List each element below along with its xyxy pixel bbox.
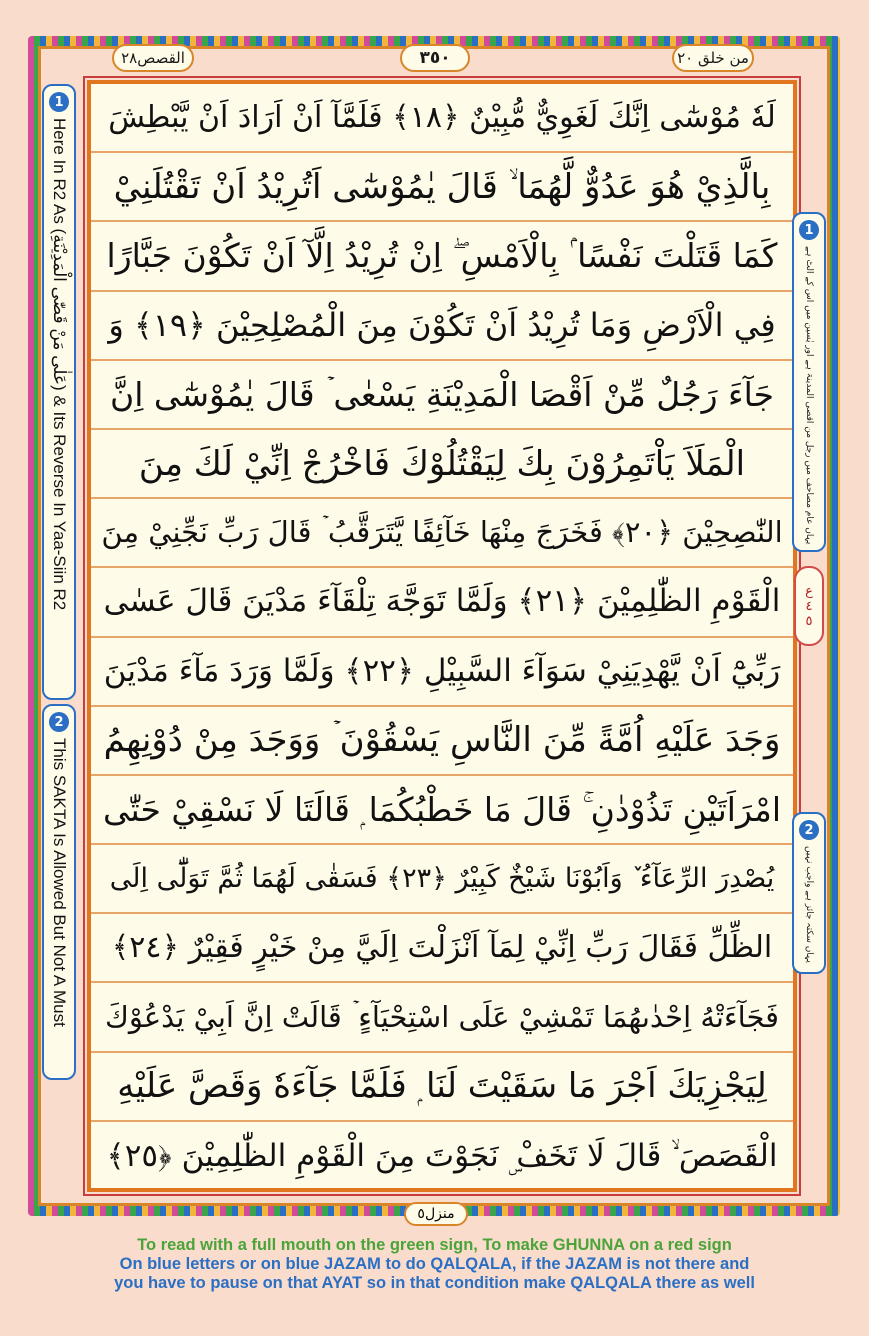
ruku-marker: [794, 566, 824, 646]
verse-line: [91, 84, 793, 153]
verse-line: [91, 222, 793, 291]
verse-line-text: الْمَلَاَ يَاْتَمِرُوْنَ بِكَ لِيَقْتُلُوْكَ فَاخْرُجْ اِنِّيْ لَكَ مِنَ: [138, 443, 746, 484]
verse-line-text: امْرَاَتَيْنِ تَذُوْدٰنِ ۚ قَالَ مَا خَطْبُكُمَا ۭ قَالَتَا لَا نَسْقِيْ حَتّٰى: [103, 789, 781, 829]
verse-line: [91, 776, 793, 845]
instruction-line-3: you have to pause on that AYAT so in that condition make QALQALA there as well: [114, 1274, 755, 1292]
instruction-line-2: On blue letters or on blue JAZAM to do QALQALA, if the JAZAM is not there and: [119, 1255, 750, 1273]
manzil-label: منزل٥: [404, 1202, 468, 1226]
verse-line: [91, 153, 793, 222]
page-number: ٣٥٠: [400, 44, 470, 72]
verse-line-text: رَبِّيْٓ اَنْ يَّهْدِيَنِيْ سَوَآءَ السَّبِيْلِ ﴿٢٢﴾ وَلَمَّا وَرَدَ مَآءَ مَدْيَنَ: [103, 652, 781, 689]
verse-line: [91, 983, 793, 1052]
verse-line-text: فِي الْاَرْضِ وَمَا تُرِيْدُ اَنْ تَكُوْنَ مِنَ الْمُصْلِحِيْنَ ﴿١٩﴾ وَ: [108, 306, 776, 345]
verse-line: [91, 568, 793, 637]
verse-line-text: لِيَجْزِيَكَ اَجْرَ مَا سَقَيْتَ لَنَا ۭ فَلَمَّا جَآءَهٗ وَقَصَّ عَلَيْهِ: [117, 1066, 767, 1107]
verse-line-text: وَجَدَ عَلَيْهِ اُمَّةً مِّنَ النَّاسِ يَسْقُوْنَ ۡ وَوَجَدَ مِنْ دُوْنِهِمُ: [103, 720, 781, 761]
ruku-marker-top: ع: [805, 583, 813, 599]
note-number-badge: 2: [799, 820, 819, 840]
urdu-side-note-text: یہاں عام مصاحف میں رجل من اقصی المدینۃ ہے اور یٰسین میں اس کے الٹ ہے: [804, 246, 814, 545]
verse-line-text: الْقَوْمِ الظّٰلِمِيْنَ ﴿٢١﴾ وَلَمَّا تَوَجَّهَ تِلْقَآءَ مَدْيَنَ قَالَ عَسٰى: [103, 583, 781, 620]
verse-line-text: يُصْدِرَ الرِّعَآءُ ٚ وَاَبُوْنَا شَيْخٌ كَبِيْرٌ ﴿٢٣﴾ فَسَقٰى لَهُمَا ثُمَّ تَوَلّٰٓى اِلَى: [109, 863, 775, 895]
urdu-side-note-1: [792, 212, 826, 552]
urdu-side-note-text: یہاں سکتہ جائز ہے واجب نہیں: [804, 846, 814, 963]
note-number-badge: 1: [49, 92, 69, 112]
verse-line-text: النّٰصِحِيْنَ ﴿٢٠﴾ فَخَرَجَ مِنْهَا خَآئِفًا يَّتَرَقَّبُ ۡ قَالَ رَبِّ نَجِّنِيْ مِنَ: [101, 515, 783, 550]
verse-lines: [91, 84, 793, 1188]
verse-line: [91, 707, 793, 776]
verse-line-text: بِالَّذِيْ هُوَ عَدُوٌّ لَّهُمَا ۙ قَالَ يٰمُوْسٰٓى اَتُرِيْدُ اَنْ تَقْتُلَنِيْ: [113, 166, 771, 207]
urdu-side-note-2: [792, 812, 826, 974]
verse-line-text: جَآءَ رَجُلٌ مِّنْ اَقْصَا الْمَدِيْنَةِ يَسْعٰى ۡ قَالَ يٰمُوْسٰٓى اِنَّ: [109, 374, 775, 414]
verse-line-text: لَهٗ مُوْسٰٓى اِنَّكَ لَغَوِيٌّ مُّبِيْنٌ ﴿١٨﴾ فَلَمَّآ اَنْ اَرَادَ اَنْ يَّبْطِشَ: [108, 99, 776, 135]
verse-line: [91, 914, 793, 983]
verse-line-text: الظِّلِّ فَقَالَ رَبِّ اِنِّيْ لِمَآ اَنْزَلْتَ اِلَيَّ مِنْ خَيْرٍ فَقِيْرٌ ﴿٢٤﴾: [111, 929, 773, 965]
side-note-1: [42, 84, 76, 700]
verse-line: [91, 638, 793, 707]
verse-line: [91, 292, 793, 361]
verse-line-text: الْقَصَصَ ۙ قَالَ لَا تَخَفْ ۣ نَجَوْتَ مِنَ الْقَوْمِ الظّٰلِمِيْنَ ﴿٢٥﴾: [106, 1137, 778, 1174]
side-note-text: Here In R2 As (عَلٰى مَنْ قَصّٰى الْمَدِيْنَةِ) & Its Reverse In Yaa-Siin R2: [50, 118, 69, 611]
verse-line: [91, 430, 793, 499]
verse-line: [91, 1053, 793, 1122]
side-note-2: [42, 704, 76, 1080]
verse-line-text: كَمَا قَتَلْتَ نَفْسًا ۢ بِالْاَمْسِ ۖ اِنْ تُرِيْدُ اِلَّآ اَنْ تَكُوْنَ جَبَّارًا: [106, 236, 778, 276]
note-number-badge: 1: [799, 220, 819, 240]
verse-line-text: فَجَآءَتْهُ اِحْدٰىهُمَا تَمْشِيْ عَلَى اسْتِحْيَآءٍ ۡ قَالَتْ اِنَّ اَبِيْ يَدْعُوْكَ: [104, 999, 780, 1034]
verse-line: [91, 361, 793, 430]
verse-line: [91, 845, 793, 914]
note-number-badge: 2: [49, 712, 69, 732]
verse-line: [91, 499, 793, 568]
juz-name-label: من خلق ٢٠: [672, 44, 754, 72]
ruku-marker-bottom: ٥: [805, 613, 813, 629]
verse-line: [91, 1122, 793, 1191]
reading-instructions: [0, 1236, 869, 1293]
surah-name-label: القصص٢٨: [112, 44, 194, 72]
ruku-marker-middle: ٤: [805, 598, 813, 614]
instruction-line-1: To read with a full mouth on the green sign, To make GHUNNA on a red sign: [137, 1236, 732, 1254]
side-note-text: This SAKTA Is Allowed But Not A Must: [50, 738, 69, 1027]
quran-text-panel: [87, 80, 797, 1192]
